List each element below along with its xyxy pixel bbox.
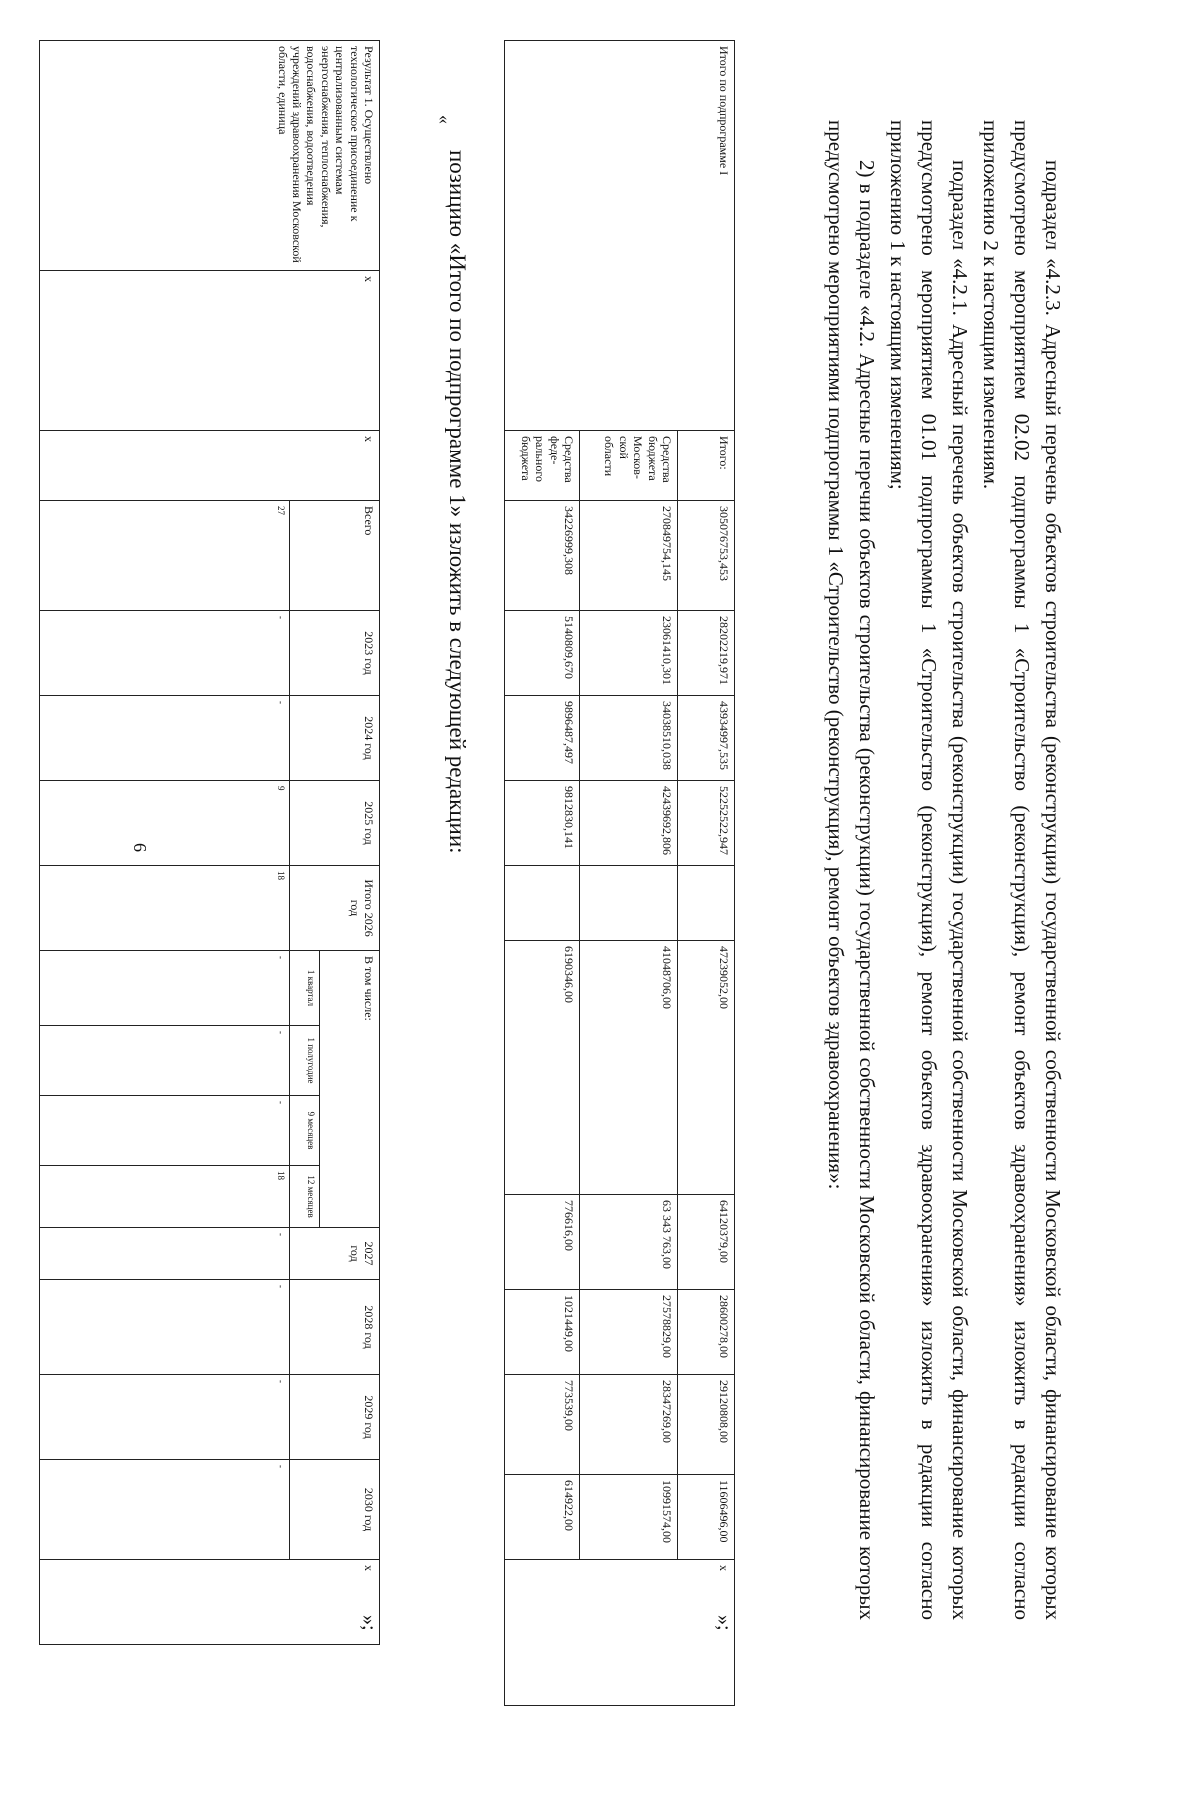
subprogram-label: Итого по подпрограмме I: [505, 41, 735, 431]
value-total: 27: [40, 501, 290, 611]
open-quote: «: [435, 115, 455, 124]
header-9m: 9 месяцев: [290, 1096, 320, 1166]
header-2025: 2025 год: [290, 781, 380, 866]
cell-2029: 29120808,00: [678, 1375, 735, 1475]
cell-2027: 63 343 763,00: [580, 1195, 678, 1290]
value-2024: -: [40, 696, 290, 781]
paragraph-1: 2) в подразделе «4.2. Адресные перечни объектов строительства (реконструкции) государственной собственности Московской области, финансирование которых предусмотрено мероприятиями подпрограммы 1 «Строительство (реконструкция), ремонт объектов здравоохранения»:: [824, 120, 879, 1620]
row-name: Средства бюджета Москов-ской области: [580, 431, 678, 501]
cell-2023: 28202219,971: [678, 611, 735, 696]
value-2030: -: [40, 1460, 290, 1560]
cell-2023: 5140809,670: [505, 611, 580, 696]
value-q1: -: [40, 951, 290, 1026]
cell-2024: 43934997,535: [678, 696, 735, 781]
cell-2030: 11606496,00: [678, 1475, 735, 1560]
value-2028: -: [40, 1280, 290, 1375]
value-2026: 18: [40, 866, 290, 951]
paragraph-3: подраздел «4.2.3. Адресный перечень объектов строительства (реконструкции) государственной собственности Московской области, финансирование которых предусмотрено мероприятием 02.02 подпрограммы 1 «Строительство (реконструкция), ремонт объектов здравоохранения» изложить в редакции согласно приложению 2 к настоящим изменениям.: [979, 120, 1065, 1620]
value-h1: -: [40, 1026, 290, 1096]
value-2027: -: [40, 1228, 290, 1280]
col-x-last: х: [40, 1560, 380, 1645]
result-table: [39, 40, 380, 1795]
value-2025: 9: [40, 781, 290, 866]
header-total: Всего: [290, 501, 380, 611]
value-2023: -: [40, 611, 290, 696]
header-2027: 2027 год: [290, 1228, 380, 1280]
header-2028: 2028 год: [290, 1280, 380, 1375]
value-12m: 18: [40, 1166, 290, 1228]
cell-total: 305076753,453: [678, 501, 735, 611]
cell-2025: 9812830,141: [505, 781, 580, 866]
cell-2026: [580, 866, 678, 941]
header-v-tom-chisle: В том числе:: [320, 951, 380, 1228]
result-description: Результат 1. Осуществлено технологическое присоединение к централизованным системам энергоснабжения, теплоснабжения, водоснабжения, водоотведения учреждений здравоохранения Московской области, единица: [40, 41, 380, 271]
value-9m: -: [40, 1096, 290, 1166]
cell-2028: 27578829,00: [580, 1290, 678, 1375]
table2-closing: »;: [713, 1615, 735, 1631]
cell-2026-detail: 6190346,00: [505, 941, 580, 1195]
intro-line: позицию «Итого по подпрограмме 1» изложить в следующей редакции:: [445, 150, 470, 854]
paragraph-2: подраздел «4.2.1. Адресный перечень объектов строительства (реконструкции) государственной собственности Московской области, финансирование которых предусмотрено мероприятием 01.01 подпрограммы 1 «Строительство (реконструкция), ремонт объектов здравоохранения» изложить в редакции согласно приложению 1 к настоящим изменениям;: [886, 120, 972, 1620]
cell-2028: 28600278,00: [678, 1290, 735, 1375]
cell-2030: 614922,00: [505, 1475, 580, 1560]
col-x-1: х: [40, 271, 380, 431]
col-x-2: х: [40, 431, 380, 501]
header-2029: 2029 год: [290, 1375, 380, 1460]
cell-2030: 10991574,00: [580, 1475, 678, 1560]
row-name: Средства феде-рального бюджета: [505, 431, 580, 501]
col-x: х: [505, 1560, 735, 1706]
header-2023: 2023 год: [290, 611, 380, 696]
cell-2024: 34038510,038: [580, 696, 678, 781]
cell-total: 34226999,308: [505, 501, 580, 611]
header-2024: 2024 год: [290, 696, 380, 781]
cell-2029: 773539,00: [505, 1375, 580, 1475]
header-h1: 1 полугодие: [290, 1026, 320, 1096]
cell-2026: [505, 866, 580, 941]
cell-2024: 9896487,497: [505, 696, 580, 781]
cell-2029: 28347269,00: [580, 1375, 678, 1475]
value-2029: -: [40, 1375, 290, 1460]
header-12m: 12 месяцев: [290, 1166, 320, 1228]
cell-2025: 42439692,806: [580, 781, 678, 866]
cell-total: 270849754,145: [580, 501, 678, 611]
cell-2027: 64120379,00: [678, 1195, 735, 1290]
cell-2028: 1021449,00: [505, 1290, 580, 1375]
header-2030: 2030 год: [290, 1460, 380, 1560]
row-name: Итого:: [678, 431, 735, 501]
cell-2023: 23061410,301: [580, 611, 678, 696]
subprogram-total-table: [504, 40, 735, 1706]
cell-2026-detail: 47239052,00: [678, 941, 735, 1195]
table1-closing: »;: [358, 1615, 380, 1631]
header-itogo-2026: Итого 2026 год: [290, 866, 380, 951]
header-q1: 1 квартал: [290, 951, 320, 1026]
cell-2027: 776616,00: [505, 1195, 580, 1290]
cell-2026: [678, 866, 735, 941]
cell-2026-detail: 41048706,00: [580, 941, 678, 1195]
page-number: 6: [130, 843, 150, 852]
cell-2025: 52252522,947: [678, 781, 735, 866]
